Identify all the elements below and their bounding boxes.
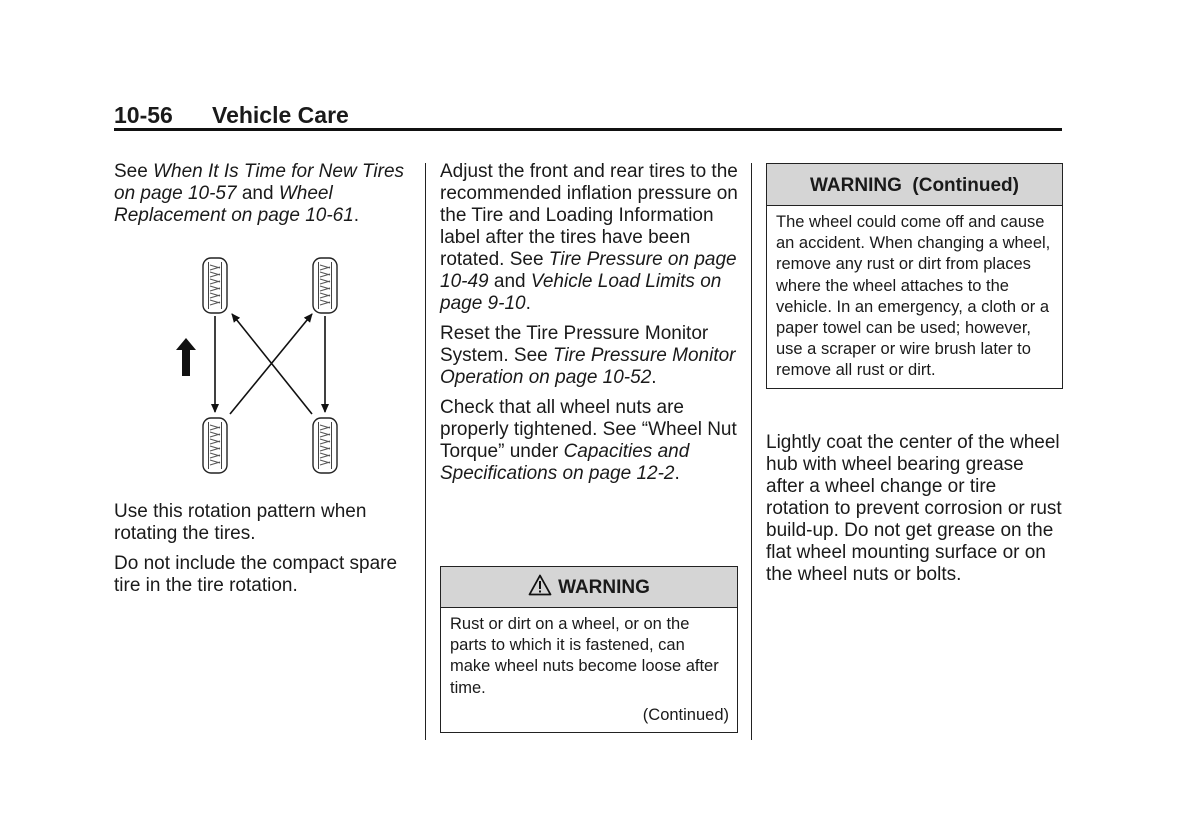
intro-paragraph: See When It Is Time for New Tires on page 10-57 and Wheel Replacement on page 10-61. (114, 161, 405, 226)
link-vehicle-load-limits[interactable]: Vehicle Load Limits on page 9-10 (440, 271, 722, 314)
column-1-lower (114, 501, 404, 605)
warning-box (440, 566, 738, 733)
reset-tpms-paragraph: Reset the Tire Pressure Monitor System. See Tire Pressure Monitor Operation on page 10-52. (440, 323, 736, 388)
warning-title: WARNING (558, 577, 650, 598)
link-new-tires[interactable]: When It Is Time for New Tires on page 10-57 (114, 161, 405, 204)
link-tire-pressure[interactable]: Tire Pressure on page 10-49 (440, 249, 737, 292)
page-header (114, 100, 1062, 130)
tire-rear-right-icon (313, 418, 337, 473)
forward-arrow-icon (176, 338, 196, 376)
link-tpms-operation[interactable]: Tire Pressure Monitor Operation on page 10-52 (440, 345, 736, 388)
warning-continued: (Continued) (642, 705, 729, 724)
section-title: Vehicle Care (212, 102, 349, 128)
wheel-nuts-paragraph: Check that all wheel nuts are properly tightened. See “Wheel Nut Torque” under Capacities and Specifications on page 12-2. (440, 397, 737, 484)
page-number: 10-56 (114, 102, 173, 128)
header-rule (114, 128, 1062, 131)
column-divider-2 (751, 163, 752, 740)
warning-body: Rust or dirt on a wheel, or on the parts to which it is fastened, can make wheel nuts become loose after time. (Continued) (441, 608, 737, 732)
tire-rear-left-icon (203, 418, 227, 473)
tire-front-left-icon (203, 258, 227, 313)
adjust-pressure-paragraph: Adjust the front and rear tires to the recommended inflation pressure on the Tire and Loading Information label after the tires have been rotated. See Tire Pressure on page 10-49 and Vehicle Load Limits on page 9-10. (440, 161, 738, 314)
rotation-pattern-paragraph: Use this rotation pattern when rotating the tires. (114, 501, 367, 544)
column-1 (114, 161, 414, 235)
warning-triangle-icon (528, 574, 552, 596)
column-2 (440, 161, 740, 493)
tire-rotation-diagram (170, 252, 370, 482)
warning-continued-box (766, 163, 1063, 389)
column-divider-1 (425, 163, 426, 740)
tire-front-right-icon (313, 258, 337, 313)
wheel-hub-grease-paragraph: Lightly coat the center of the wheel hub with wheel bearing grease after a wheel change or tire rotation to prevent corrosion or rust build-up. Do not get grease on the flat wheel mounting surface or on the wheel nuts or bolts. (766, 432, 1062, 585)
warning-continued-header: WARNING (Continued) (767, 164, 1062, 206)
warning-continued-body: The wheel could come off and cause an accident. When changing a wheel, remove any rust or dirt from places where the wheel attaches to the vehicle. In an emergency, a cloth or a paper towel can be used; however, use a scraper or wire brush later to remove all rust or dirt. (776, 213, 1051, 380)
link-wheel-replacement[interactable]: Wheel Replacement on page 10-61 (114, 183, 354, 226)
spare-tire-paragraph: Do not include the compact spare tire in the tire rotation. (114, 553, 398, 596)
warning-header (441, 567, 737, 608)
column-3 (766, 432, 1062, 594)
link-capacities-specifications[interactable]: Capacities and Specifications on page 12-2 (440, 441, 690, 484)
